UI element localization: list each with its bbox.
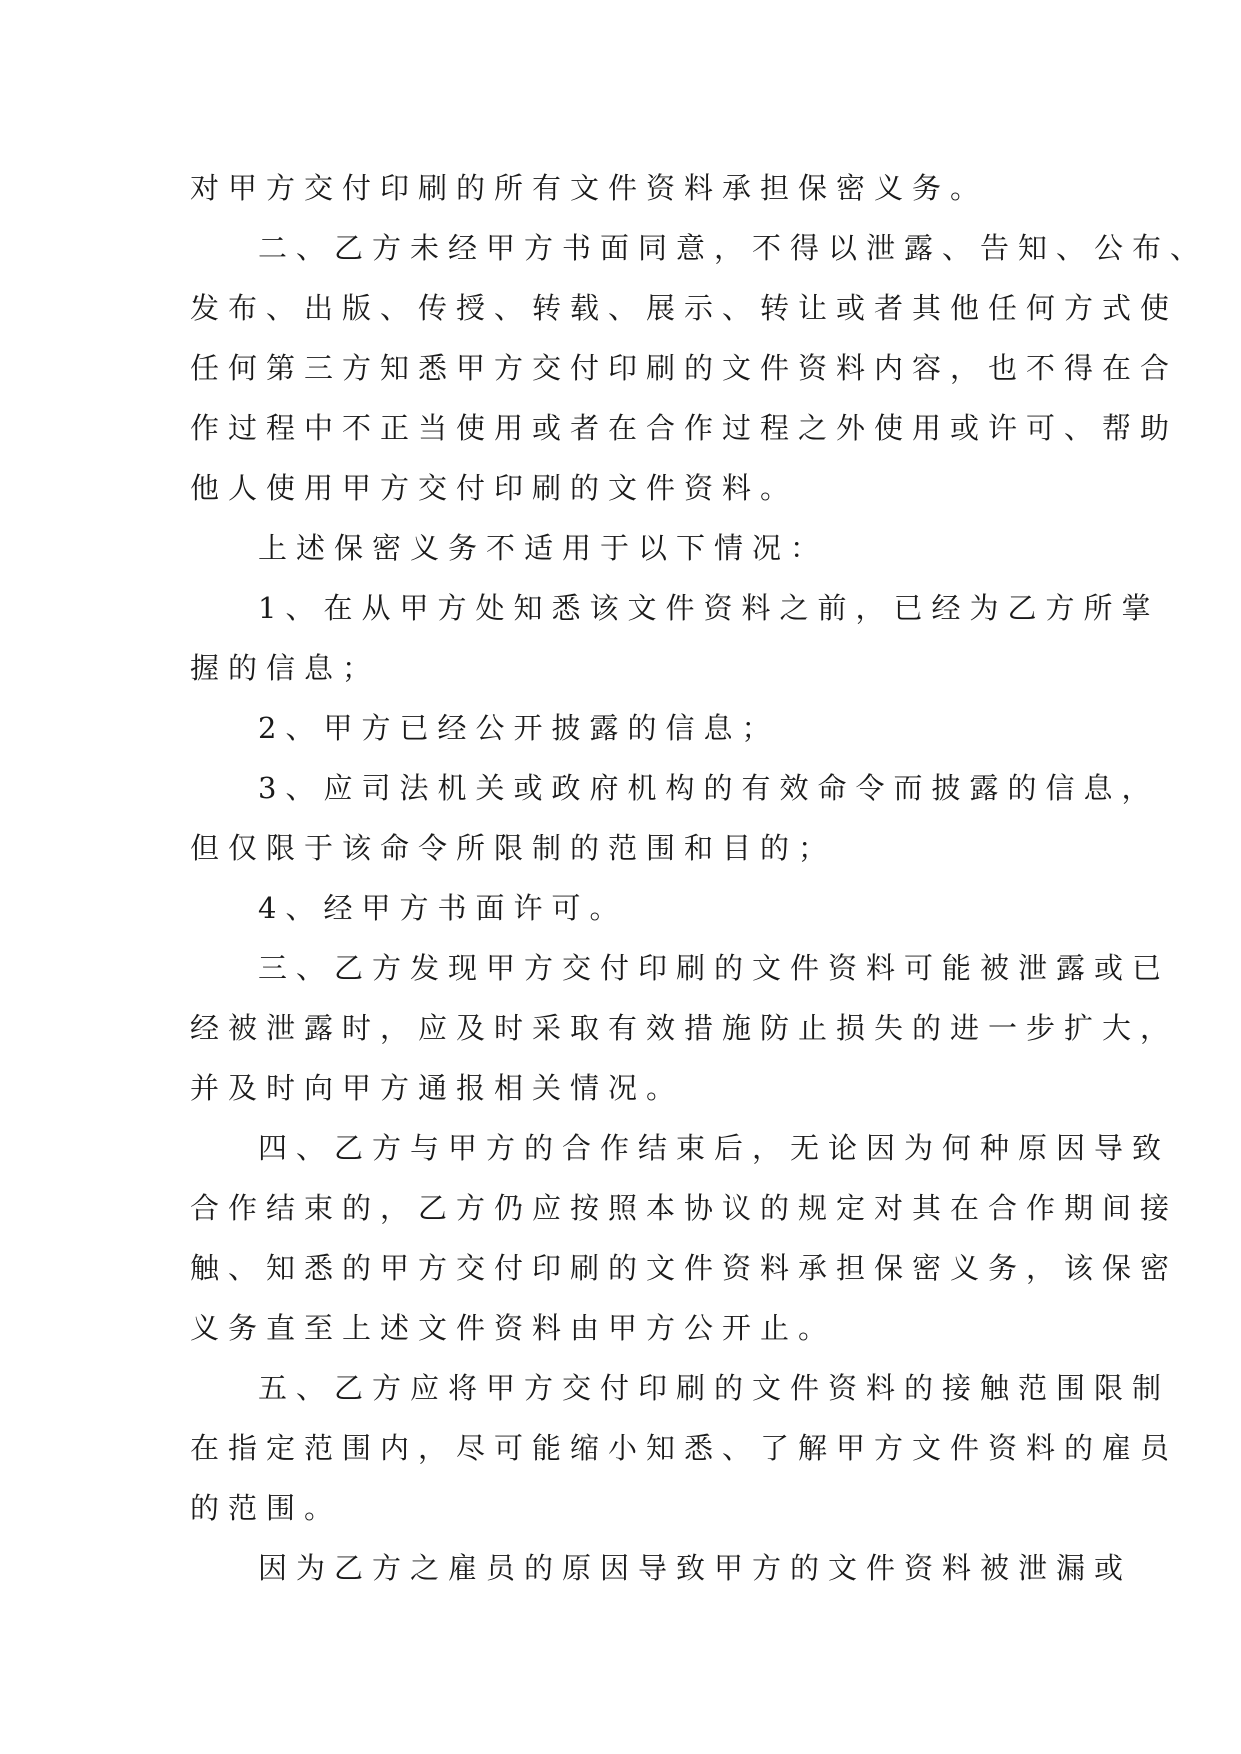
text-line: 2、甲方已经公开披露的信息； [258, 711, 780, 745]
paragraph [190, 698, 1070, 758]
paragraph [190, 578, 1160, 698]
text-line: 合作结束的，乙方仍应按照本协议的规定对其在合作期间接 [190, 1191, 1179, 1225]
text-line: 三、乙方发现甲方交付印刷的文件资料可能被泄露或已 [258, 951, 1171, 985]
paragraph [190, 1358, 1179, 1538]
paragraph [190, 938, 1179, 1118]
text-line: 并及时向甲方通报相关情况。 [190, 1071, 685, 1105]
text-line: 3、应司法机关或政府机构的有效命令而披露的信息， [258, 771, 1160, 805]
text-line: 因为乙方之雇员的原因导致甲方的文件资料被泄漏或 [258, 1551, 1133, 1585]
text-line: 握的信息； [190, 651, 381, 685]
paragraph [190, 518, 1070, 578]
text-line: 二、乙方未经甲方书面同意，不得以泄露、告知、公布、 [258, 231, 1209, 265]
text-line: 四、乙方与甲方的合作结束后，无论因为何种原因导致 [258, 1131, 1171, 1165]
text-line: 发布、出版、传授、转载、展示、转让或者其他任何方式使 [190, 291, 1179, 325]
text-line: 义务直至上述文件资料由甲方公开止。 [190, 1311, 837, 1345]
text-line: 的范围。 [190, 1491, 343, 1525]
paragraph [190, 878, 1070, 938]
paragraph [190, 158, 1070, 218]
text-line: 1、在从甲方处知悉该文件资料之前，已经为乙方所掌 [258, 591, 1160, 625]
paragraph [190, 218, 1209, 518]
text-line: 在指定范围内，尽可能缩小知悉、了解甲方文件资料的雇员 [190, 1431, 1179, 1465]
text-line: 他人使用甲方交付印刷的文件资料。 [190, 471, 799, 505]
text-line: 触、知悉的甲方交付印刷的文件资料承担保密义务，该保密 [190, 1251, 1179, 1285]
paragraph [190, 1118, 1179, 1358]
text-line: 作过程中不正当使用或者在合作过程之外使用或许可、帮助 [190, 411, 1179, 445]
text-line: 上述保密义务不适用于以下情况： [258, 531, 829, 565]
text-line: 但仅限于该命令所限制的范围和目的； [190, 831, 837, 865]
document-body [190, 158, 1209, 1598]
paragraph [190, 758, 1160, 878]
text-line: 4、经甲方书面许可。 [258, 891, 628, 925]
text-line: 任何第三方知悉甲方交付印刷的文件资料内容，也不得在合 [190, 351, 1179, 385]
text-line: 五、乙方应将甲方交付印刷的文件资料的接触范围限制 [258, 1371, 1171, 1405]
text-line: 对甲方交付印刷的所有文件资料承担保密义务。 [190, 171, 989, 205]
text-line: 经被泄露时，应及时采取有效措施防止损失的进一步扩大， [190, 1011, 1179, 1045]
paragraph [190, 1538, 1133, 1598]
